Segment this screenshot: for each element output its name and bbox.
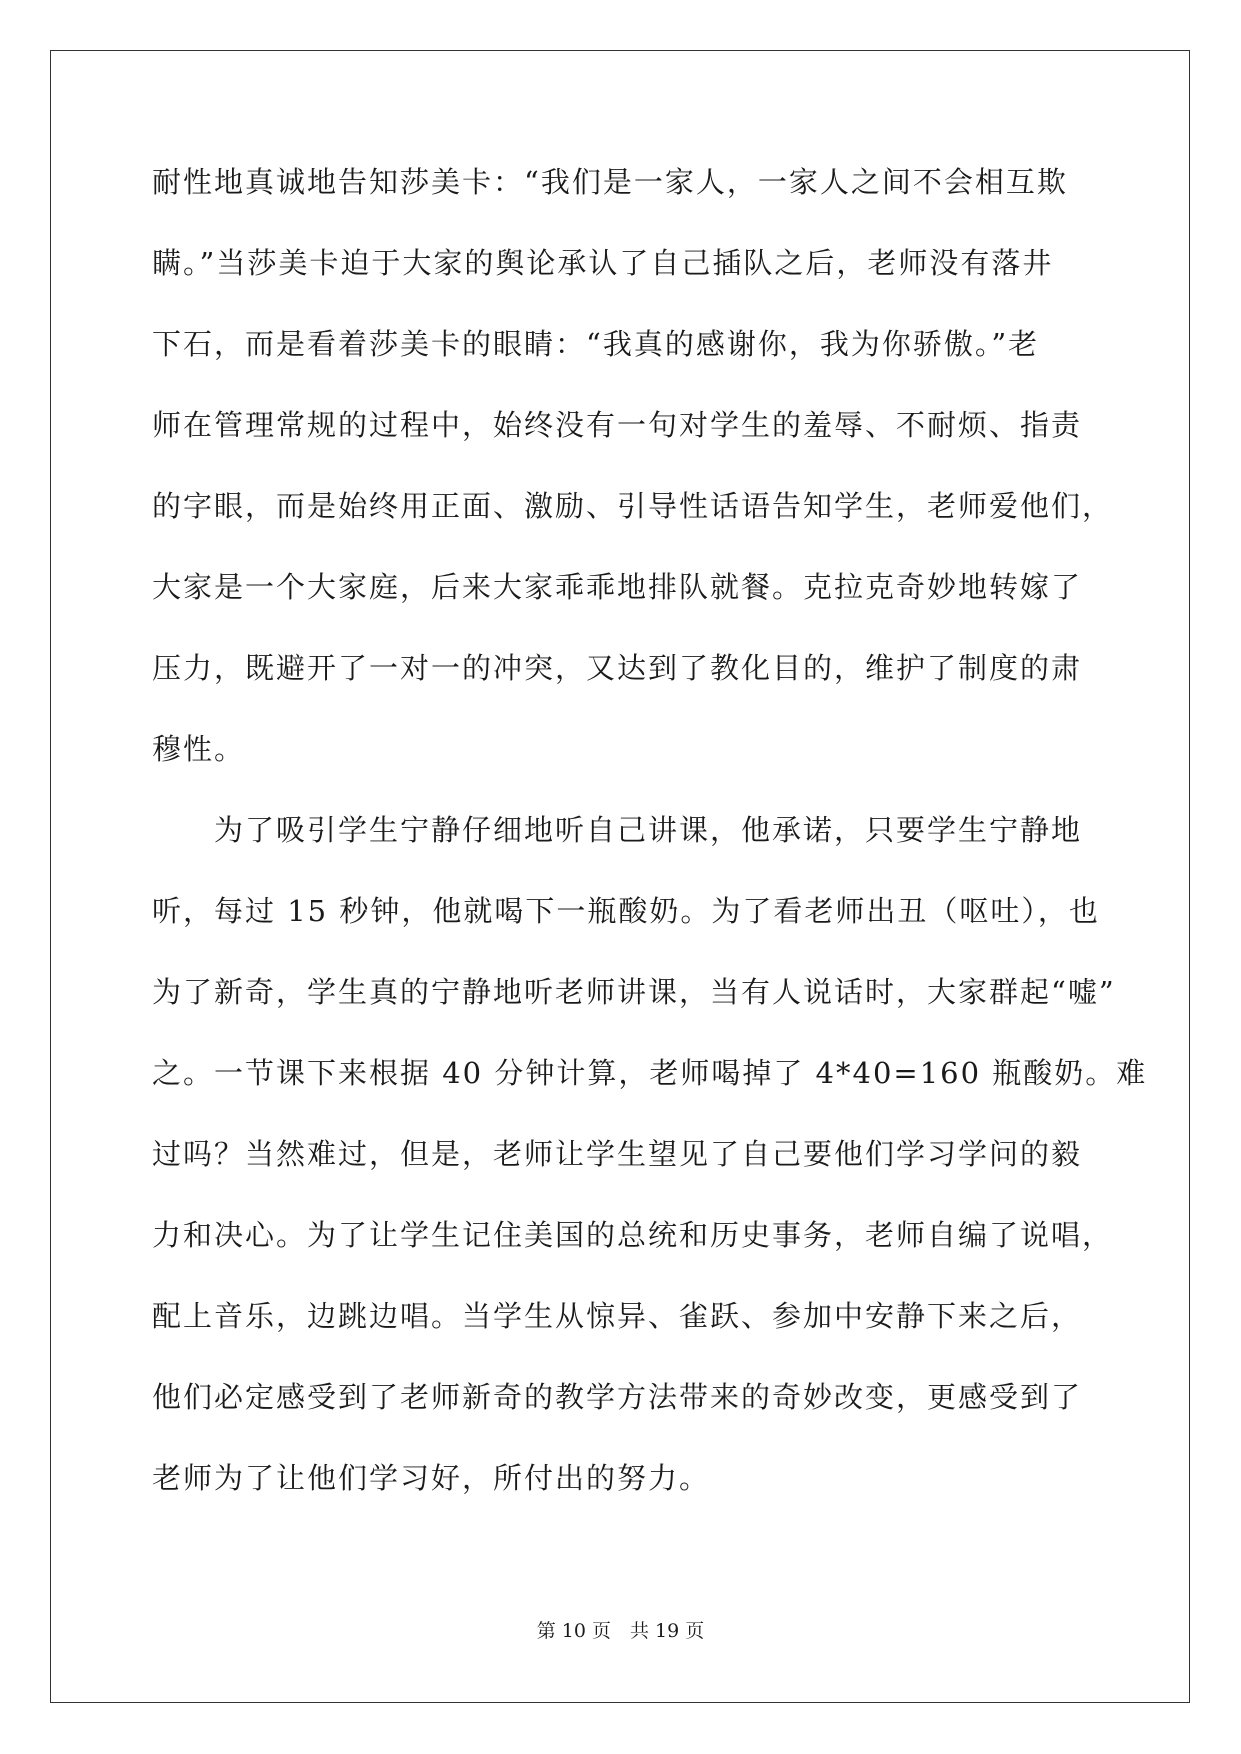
document-body (152, 162, 1148, 1539)
text-line: 配上音乐，边跳边唱。当学生从惊异、雀跃、参加中安静下来之后， (152, 1299, 1083, 1333)
text-line: 瞒。”当莎美卡迫于大家的舆论承认了自己插队之后，老师没有落井 (152, 246, 1054, 280)
text-line: 他们必定感受到了老师新奇的教学方法带来的奇妙改变，更感受到了 (152, 1380, 1083, 1414)
text-line: 为了吸引学生宁静仔细地听自己讲课，他承诺，只要学生宁静地 (152, 813, 1083, 847)
text-line: 老师为了让他们学习好，所付出的努力。 (152, 1461, 711, 1495)
text-line: 大家是一个大家庭，后来大家乖乖地排队就餐。克拉克奇妙地转嫁了 (152, 570, 1083, 604)
text-line: 力和决心。为了让学生记住美国的总统和历史事务，老师自编了说唱， (152, 1218, 1114, 1252)
text-line: 穆性。 (152, 732, 246, 766)
text-line: 耐性地真诚地告知莎美卡：“我们是一家人，一家人之间不会相互欺 (152, 165, 1068, 199)
text-line: 师在管理常规的过程中，始终没有一句对学生的羞辱、不耐烦、指责 (152, 408, 1083, 442)
text-line: 过吗？当然难过，但是，老师让学生望见了自己要他们学习学问的毅 (152, 1137, 1083, 1171)
text-line: 的字眼，而是始终用正面、激励、引导性话语告知学生，老师爱他们， (152, 489, 1114, 523)
text-line: 为了新奇，学生真的宁静地听老师讲课，当有人说话时，大家群起“嘘” (152, 975, 1116, 1009)
text-line: 压力，既避开了一对一的冲突，又达到了教化目的，维护了制度的肃 (152, 651, 1083, 685)
text-line: 之。一节课下来根据 40 分钟计算，老师喝掉了 4*40=160 瓶酸奶。难 (152, 1056, 1148, 1090)
text-line: 下石，而是看着莎美卡的眼睛：“我真的感谢你，我为你骄傲。”老 (152, 327, 1040, 361)
page-number-footer: 第 10 页 共 19 页 (536, 1620, 705, 1642)
text-line: 听，每过 15 秒钟，他就喝下一瓶酸奶。为了看老师出丑（呕吐），也 (152, 894, 1100, 928)
